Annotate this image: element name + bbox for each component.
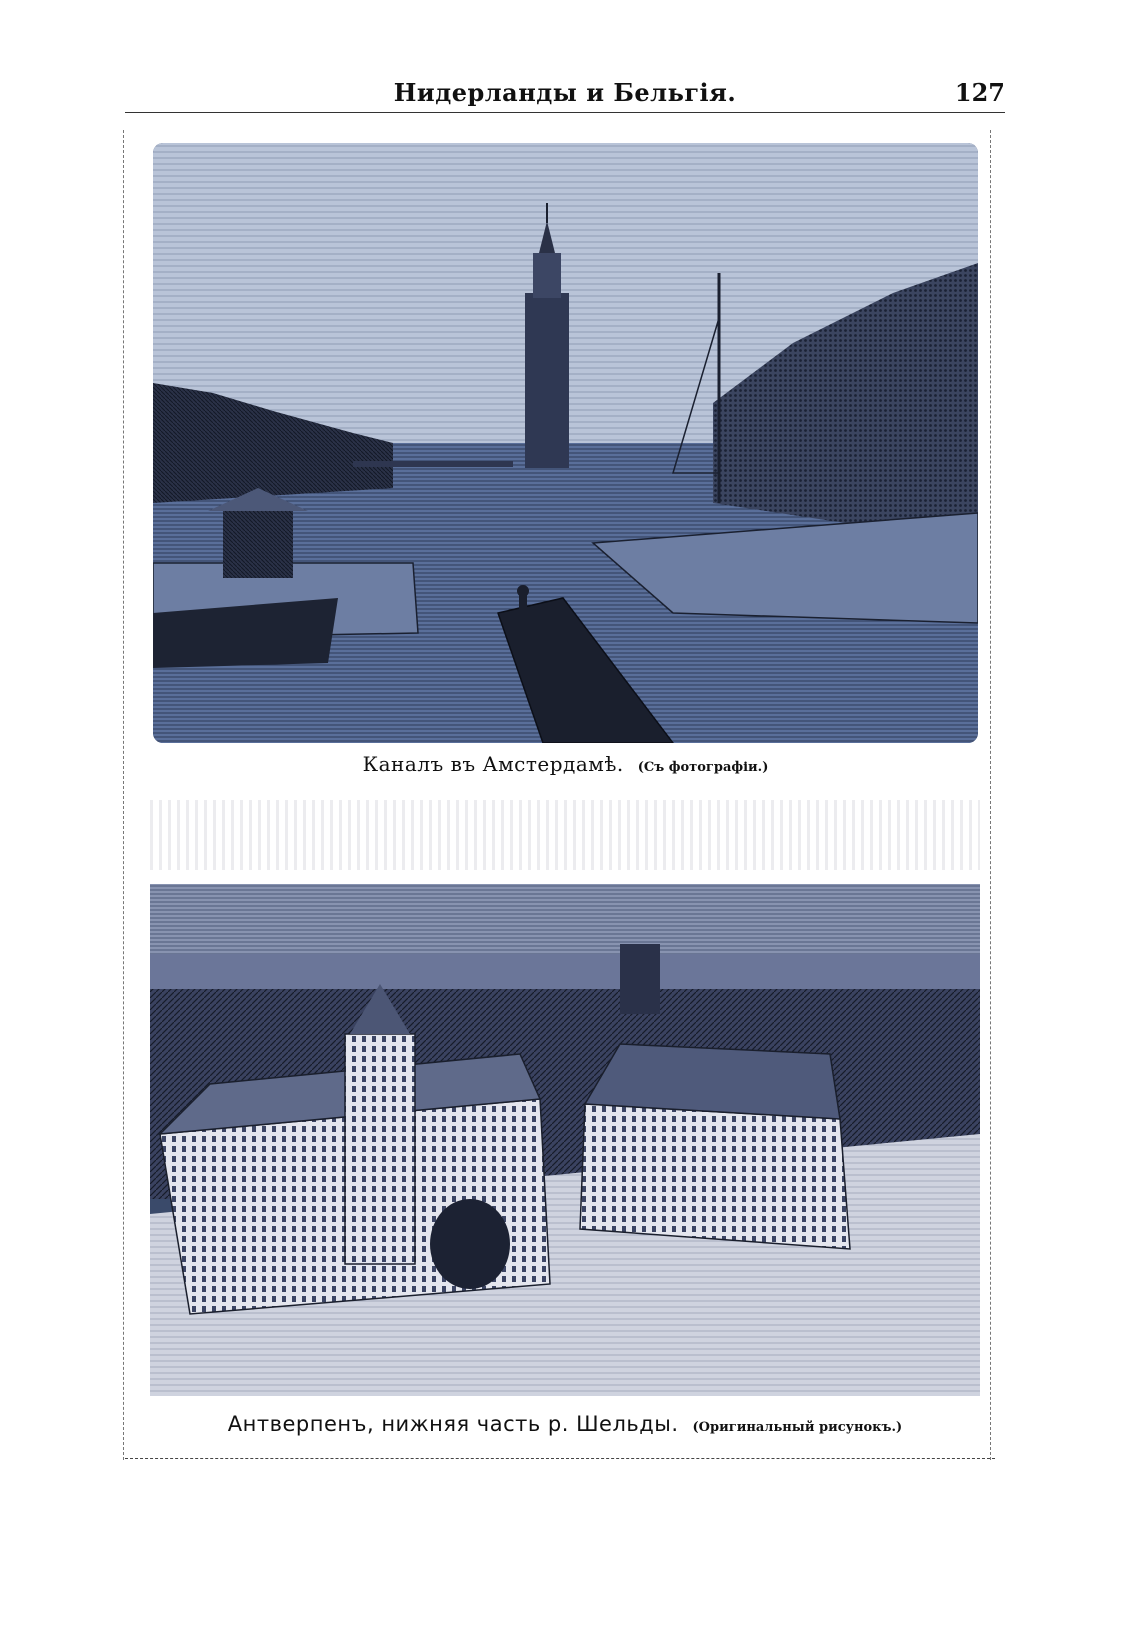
faded-print-strip [150,800,980,870]
page-number: 127 [954,78,1005,107]
caption-text: Антверпенъ, нижняя часть р. Шельды. [227,1412,679,1436]
caption-source-note: (Съ фотографіи.) [637,760,769,775]
kiosk [223,508,293,578]
tower [525,293,569,468]
header-rule [125,112,1005,113]
figure-caption-2 [150,1412,980,1436]
antwerp-illustration [150,884,980,1396]
figure-caption-1 [153,752,978,776]
caption-source-note: (Оригинальный рисунокъ.) [692,1420,903,1435]
bottom-rule [125,1458,995,1459]
running-title: Нидерланды и Бельгія. [393,78,737,107]
distant-tower [620,944,660,1014]
amsterdam-canal-illustration [153,143,978,743]
guild-houses [580,1104,850,1249]
left-guide-line [123,130,124,1460]
antwerp-engraving [150,884,980,1396]
amsterdam-engraving [153,143,978,743]
distant-bridge [353,461,513,467]
town-hall-center-gable [345,1034,415,1264]
caption-text: Каналъ въ Амстердамѣ. [362,752,624,776]
running-header [125,78,1005,118]
square-tree [430,1199,510,1289]
right-guide-line [990,130,991,1460]
